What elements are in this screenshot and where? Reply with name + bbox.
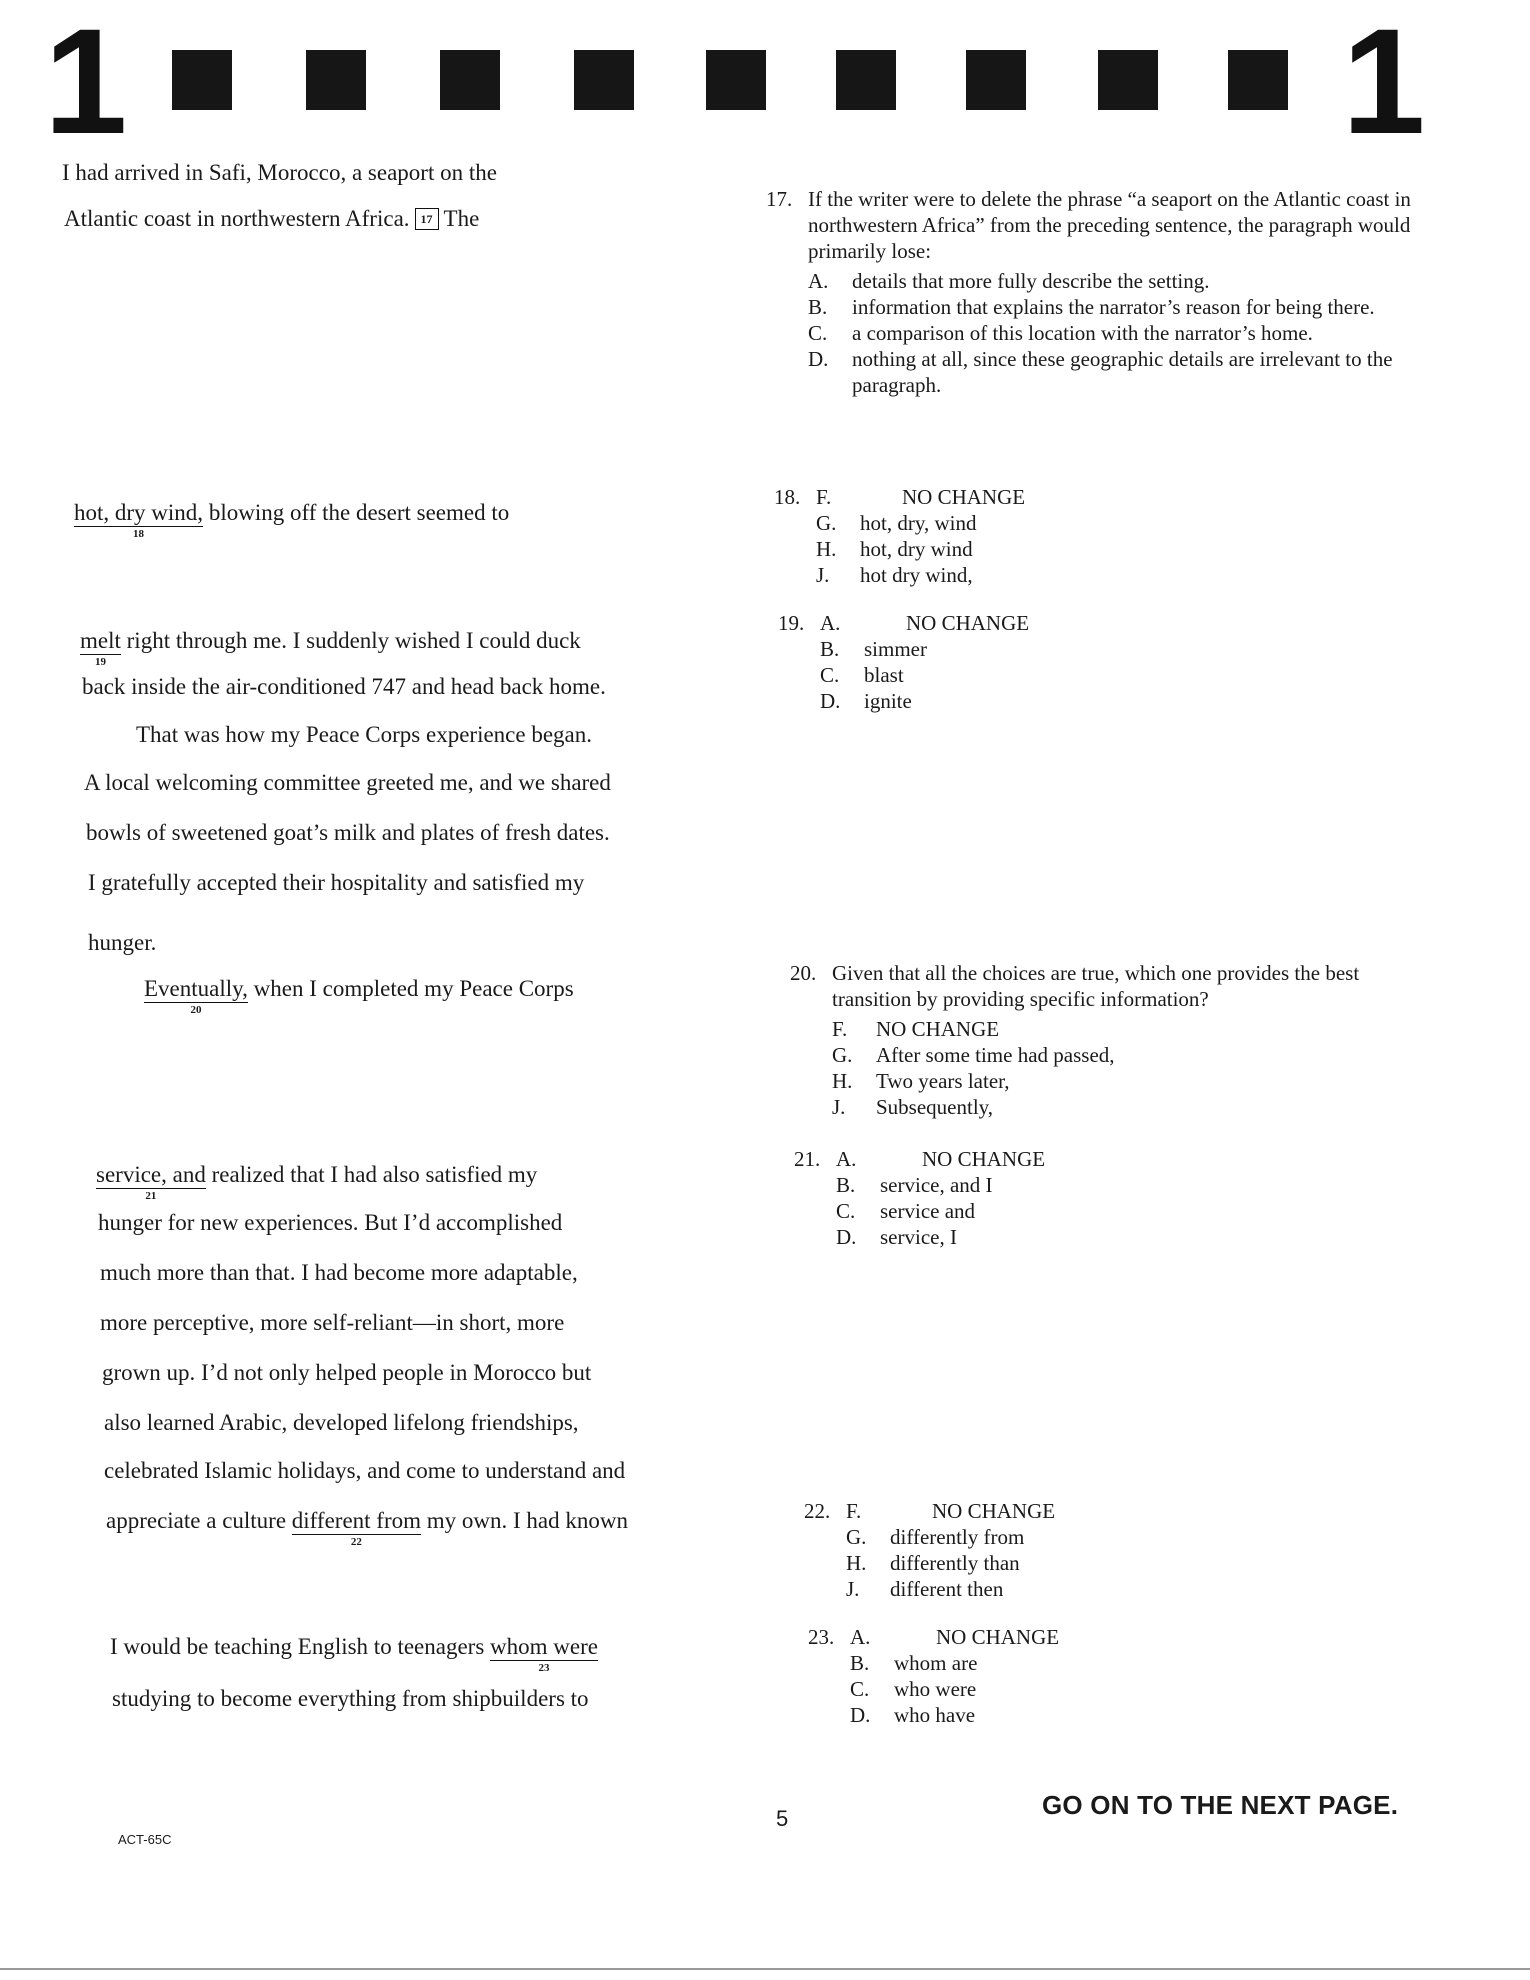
passage-line: celebrated Islamic holidays, and come to understand and [104,1458,626,1483]
passage-text: Atlantic coast in northwestern Africa. [64,206,410,231]
form-code: ACT-65C [118,1832,172,1847]
answer-option[interactable]: J. hot dry wind, [816,563,973,587]
question-number: 18. [774,485,801,509]
passage-line: also learned Arabic, developed lifelong friendships, [104,1410,579,1435]
answer-option[interactable]: F. NO CHANGE [832,1017,1000,1041]
passage-line [96,1162,538,1203]
section-number-right: 1 [1342,0,1422,165]
passage-text: realized that I had also satisfied my [205,1162,538,1187]
answer-option[interactable]: G. After some time had passed, [832,1043,1115,1067]
answer-option[interactable]: H. hot, dry wind [816,537,973,561]
question-number: 21. [794,1147,821,1171]
answer-option[interactable]: 18. F. NO CHANGE [774,485,1026,509]
question-17 [766,186,1448,398]
question-number: 19. [778,611,805,635]
passage-line: A local welcoming committee greeted me, and we shared [84,770,611,795]
passage-line: grown up. I’d not only helped people in Morocco but [102,1360,592,1385]
answer-option[interactable]: C. who were [850,1677,977,1701]
underlined-portion-23[interactable]: whom were 23 [490,1634,598,1675]
passage-line [74,500,510,541]
passage-line: hunger. [88,930,157,955]
passage-line: I gratefully accepted their hospitality and satisfied my [88,870,585,895]
passage-line: I had arrived in Safi, Morocco, a seaport on the [62,160,497,185]
answer-option[interactable]: D. who have [850,1703,976,1727]
underlined-portion-19[interactable]: melt 19 [80,628,121,669]
question-18 [774,484,1025,588]
question-number: 18 [133,528,145,541]
underlined-portion-22[interactable]: different from 22 [291,1508,422,1549]
passage-line [110,1634,598,1675]
answer-option[interactable]: 22. F. NO CHANGE [804,1499,1056,1523]
question-23 [808,1624,1059,1728]
answer-option[interactable]: B. whom are [850,1651,978,1675]
banner-square [1228,50,1288,110]
question-number: 23 [538,1662,550,1675]
banner-square [1098,50,1158,110]
banner-square [306,50,366,110]
answer-option[interactable]: A. details that more fully describe the setting. [808,269,1210,293]
answer-option[interactable]: B. simmer [820,637,927,661]
answer-option[interactable]: 19. A. NO CHANGE [778,611,1030,635]
banner-square [172,50,232,110]
passage-text: appreciate a culture [106,1508,292,1533]
question-number: 19 [94,656,106,669]
question-stem: Given that all the choices are true, which one provides the best transition by providing specific information? [832,961,1360,1011]
answer-option[interactable]: H. Two years later, [832,1069,1010,1093]
question-number: 22 [350,1536,362,1549]
answer-option[interactable]: D. service, I [836,1225,957,1249]
banner-square [574,50,634,110]
question-number: 23. [808,1625,835,1649]
passage-text: right through me. I suddenly wished I could duck [120,628,581,653]
answer-option[interactable]: J. different then [846,1577,1004,1601]
question-box-17[interactable]: 17 [415,208,439,230]
answer-option[interactable]: C. a comparison of this location with the narrator’s home. [808,321,1313,345]
answer-option[interactable]: C. service and [836,1199,976,1223]
passage-line: That was how my Peace Corps experience began. [136,722,593,747]
banner-square [836,50,896,110]
answer-option[interactable]: J. Subsequently, [832,1095,994,1119]
passage-line: back inside the air-conditioned 747 and head back home. [82,674,606,699]
answer-option[interactable]: D. ignite [820,689,912,713]
page-number: 5 [776,1806,789,1831]
answer-option[interactable]: C. blast [820,663,904,687]
underlined-portion-18[interactable]: hot, dry wind, 18 [74,500,204,541]
question-number: 22. [804,1499,831,1523]
question-stem: If the writer were to delete the phrase “a seaport on the Atlantic coast in northwestern Africa” from the preceding sentence, the paragraph would primarily lose: [808,187,1411,263]
passage-line [80,628,581,669]
passage-line: hunger for new experiences. But I’d accomplished [98,1210,563,1235]
banner-square [706,50,766,110]
answer-option[interactable]: B. information that explains the narrator’s reason for being there. [808,295,1375,319]
passage-line: studying to become everything from shipbuilders to [112,1686,589,1711]
answer-option[interactable]: 21. A. NO CHANGE [794,1147,1046,1171]
passage-text: The [443,206,480,231]
answer-option[interactable]: G. hot, dry, wind [816,511,977,535]
banner-square [440,50,500,110]
passage-line [64,206,479,232]
passage-line [106,1508,628,1549]
next-page-instruction: GO ON TO THE NEXT PAGE. [1042,1790,1399,1820]
question-number: 20. [790,961,817,985]
underlined-portion-20[interactable]: Eventually, 20 [144,976,248,1017]
question-number: 21 [145,1190,157,1203]
question-number: 17. [766,187,793,211]
passage-text: blowing off the desert seemed to [203,500,510,525]
question-22 [804,1498,1055,1602]
passage-line: much more than that. I had become more adaptable, [100,1260,578,1285]
page-edge-rule [0,1968,1530,1970]
question-number: 20 [190,1004,202,1017]
passage-text: my own. I had known [421,1508,628,1533]
answer-option[interactable]: D. nothing at all, since these geographic details are irrelevant to the paragraph. [808,347,1393,397]
answer-option[interactable]: 23. A. NO CHANGE [808,1625,1060,1649]
question-19 [778,610,1029,714]
section-banner [0,0,1530,165]
passage-text: when I completed my Peace Corps [247,976,574,1001]
answer-option[interactable]: B. service, and I [836,1173,993,1197]
passage-line [144,976,574,1017]
banner-square [966,50,1026,110]
passage-line: bowls of sweetened goat’s milk and plates of fresh dates. [86,820,610,845]
passage-text: I would be teaching English to teenagers [110,1634,491,1659]
question-20 [790,960,1432,1120]
answer-option[interactable]: H. differently than [846,1551,1020,1575]
question-21 [794,1146,1045,1250]
underlined-portion-21[interactable]: service, and 21 [96,1162,206,1203]
answer-option[interactable]: G. differently from [846,1525,1025,1549]
section-number-left: 1 [44,0,124,165]
passage-line: more perceptive, more self-reliant—in short, more [100,1310,565,1335]
